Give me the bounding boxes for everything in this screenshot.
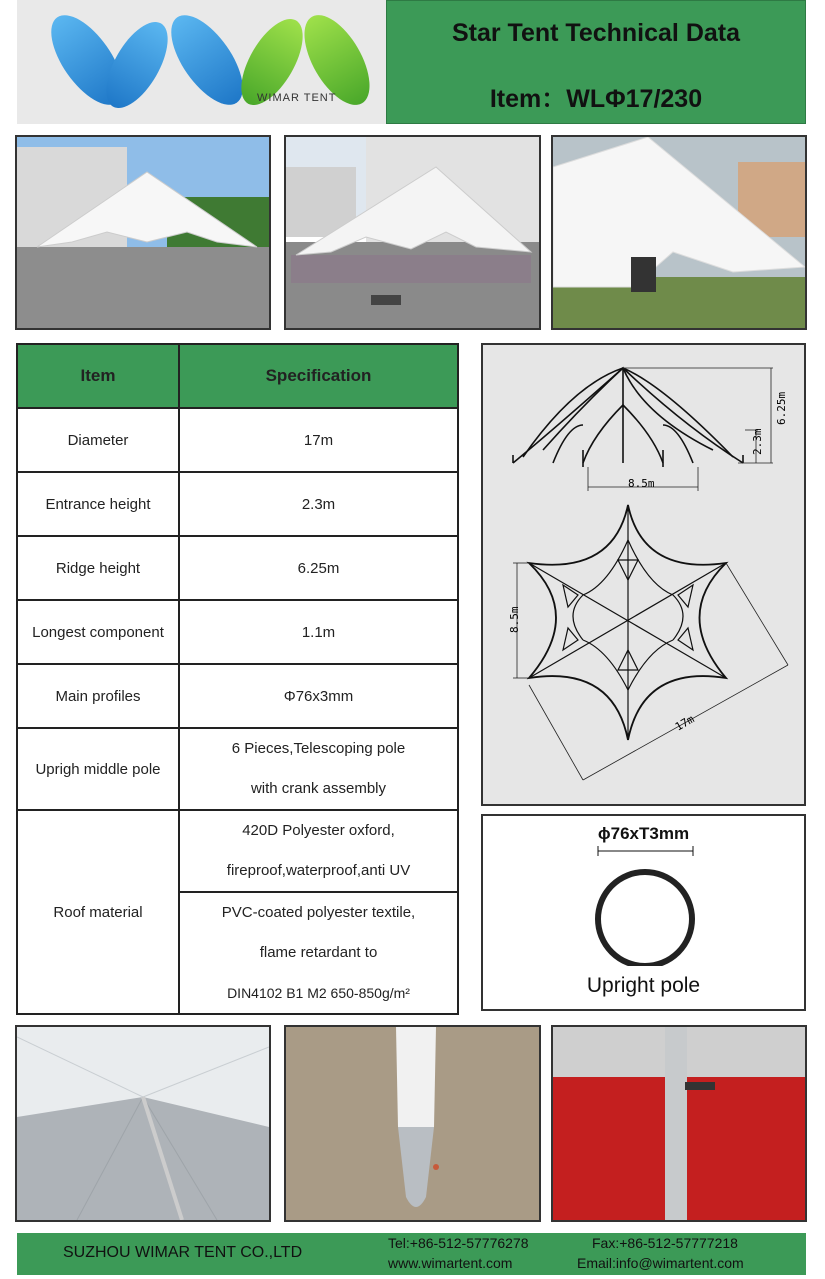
dim-side-entrance: 2.3m [751,428,764,455]
pole-section-icon [483,836,804,966]
table-row [17,810,458,892]
row-value-line: fireproof,waterproof,anti UV [226,862,411,879]
dim-top-diameter: 17m [672,712,697,734]
fax: Fax:+86-512-57777218 [592,1235,738,1251]
item-code: Item：WLΦ17/230 [489,85,703,113]
company-name: SUZHOU WIMAR TENT CO.,LTD [63,1244,303,1261]
pole-label: Upright pole [586,974,701,997]
footer [17,1233,806,1275]
row-value: 2.3m [179,472,458,536]
website-link[interactable]: www.wimartent.com [388,1255,513,1271]
crank-photo [551,1025,807,1222]
phone: Tel:+86-512-57776278 [388,1235,529,1251]
row-value [179,810,458,892]
table-row [17,600,458,664]
row-label: Roof material [17,810,179,1014]
pole-base-image [286,1027,539,1220]
row-value-line: PVC-coated polyester textile, [221,904,416,921]
table-row [17,728,458,810]
pole-base-photo [284,1025,541,1222]
row-value-line: DIN4102 B1 M2 650-850g/m² [227,985,410,1001]
row-value-line: flame retardant to [259,944,378,961]
row-label: Main profiles [17,664,179,728]
logo-text: WIMAR TENT [257,92,337,104]
title-panel [386,0,806,124]
roof-inside-image [17,1027,269,1220]
tent-photo-3-image [553,137,805,328]
crank-image [553,1027,805,1220]
spec-table [16,343,459,1015]
table-row [17,472,458,536]
table-row [17,664,458,728]
technical-drawing [481,343,806,806]
pole-dimension: ϕ76xT3mm [597,824,690,843]
table-row [17,536,458,600]
tent-drawing-icon [483,345,804,804]
tent-photo-2-image [286,137,539,328]
wimar-logo-icon [17,0,386,124]
row-value: 17m [179,408,458,472]
row-value [179,892,458,1014]
row-value-line: 420D Polyester oxford, [242,822,395,839]
tent-photo-2 [284,135,541,330]
tent-photo-3 [551,135,807,330]
row-value-line: 6 Pieces,Telescoping pole [231,740,406,757]
tent-photo-1 [15,135,271,330]
pole-diagram [481,814,806,1011]
row-label: Ridge height [17,536,179,600]
row-label: Uprigh middle pole [17,728,179,810]
row-value: 6.25m [179,536,458,600]
table-row [17,408,458,472]
header-specification: Specification [179,344,458,408]
row-value [179,728,458,810]
row-value: 1.1m [179,600,458,664]
row-label: Longest component [17,600,179,664]
logo-panel [17,0,386,124]
page-title: Star Tent Technical Data [451,19,741,47]
row-label: Diameter [17,408,179,472]
dim-side-height: 6.25m [775,391,788,425]
row-label: Entrance height [17,472,179,536]
tent-photo-1-image [17,137,269,328]
dim-side-width: 8.5m [628,477,655,490]
email-link[interactable]: Email:info@wimartent.com [577,1255,744,1271]
header-item: Item [17,344,179,408]
row-value: Φ76x3mm [179,664,458,728]
roof-inside-photo [15,1025,271,1222]
dim-top-width: 8.5m [508,606,521,633]
row-value-line: with crank assembly [250,780,387,797]
